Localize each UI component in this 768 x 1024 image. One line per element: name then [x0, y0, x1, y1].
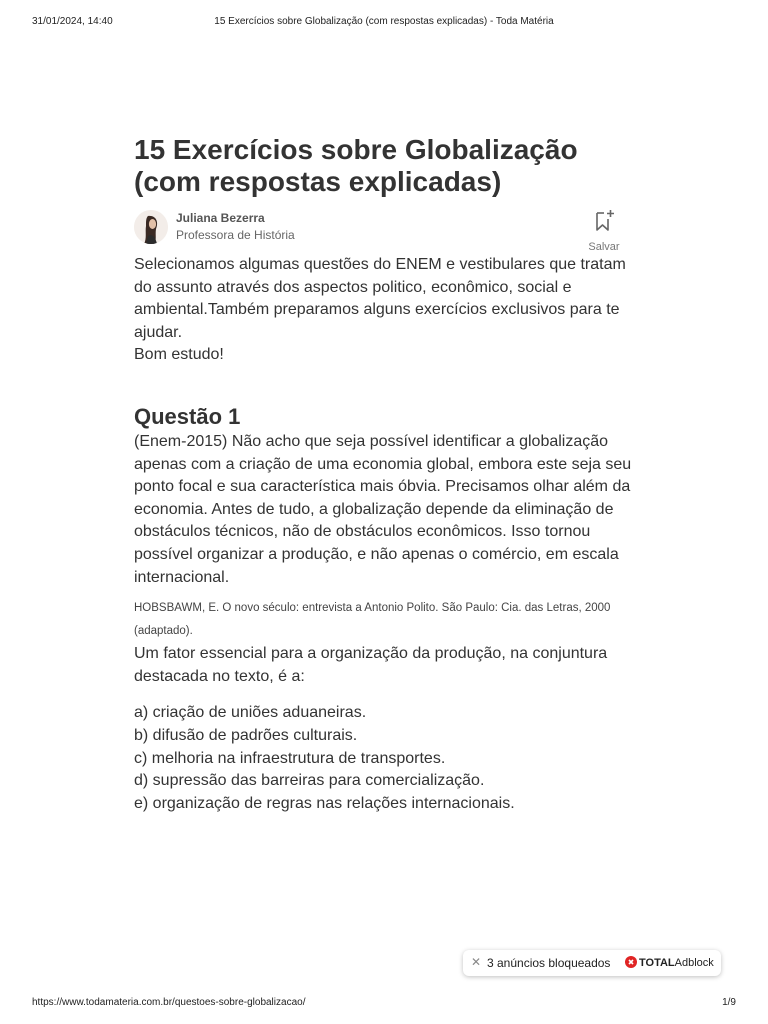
print-datetime: 31/01/2024, 14:40 [32, 16, 113, 27]
total-adblock-logo-icon [625, 956, 637, 968]
adblock-brand[interactable] [625, 956, 714, 969]
answer-option-e: e) organização de regras nas relações internacionais. [134, 794, 515, 812]
adblock-count: 3 anúncios bloqueados [487, 956, 611, 970]
answer-option-c: c) melhoria na infraestrutura de transportes. [134, 749, 446, 767]
adblock-brand-rest: Adblock [674, 957, 714, 969]
answer-option-b: b) difusão de padrões culturais. [134, 726, 358, 744]
print-url: https://www.todamateria.com.br/questoes-sobre-globalizacao/ [32, 997, 306, 1008]
question-heading: Questão 1 [134, 403, 241, 429]
answer-options [134, 702, 634, 815]
author-row [134, 210, 634, 254]
print-footer [32, 997, 736, 1011]
author-name[interactable]: Juliana Bezerra [176, 211, 265, 225]
author-role: Professora de História [176, 228, 295, 242]
save-label: Salvar [588, 241, 620, 253]
answer-option-d: d) supressão das barreiras para comercialização. [134, 772, 485, 790]
intro-paragraph: Selecionamos algumas questões do ENEM e vestibulares que tratam do assunto através dos aspectos politico, econômico, social e ambiental.Também preparamos alguns exercícios exclusivos para te ajudar. [134, 256, 626, 341]
question-prompt: Um fator essencial para a organização da produção, na conjuntura destacada no texto, é a: [134, 645, 608, 685]
print-page-number: 1/9 [722, 997, 736, 1008]
article [134, 134, 634, 815]
question-text: (Enem-2015) Não acho que seja possível identificar a globalização apenas com a criação de uma economia global, embora este seja seu ponto focal e sua característica mais óbvia. Precisamos olhar além da economia. Antes de tudo, a globalização depende da eliminação de obstáculos técnicos, não de obstáculos econômicos. Isso tornou possível organizar a produção, e não apenas o comércio, em escala internacional. [134, 432, 632, 586]
question-source: HOBSBAWM, E. O novo século: entrevista a Antonio Polito. São Paulo: Cia. das Letras, 2000 (adaptado). [134, 602, 611, 638]
adblock-notice [463, 950, 721, 976]
print-header [32, 16, 736, 30]
page-title: 15 Exercícios sobre Globalização (com respostas explicadas) [134, 134, 578, 197]
close-icon[interactable]: ✕ [471, 955, 482, 969]
adblock-brand-bold: TOTAL [639, 957, 675, 969]
save-button[interactable] [582, 208, 626, 252]
answer-option-a: a) criação de uniões aduaneiras. [134, 704, 367, 722]
closing-paragraph: Bom estudo! [134, 346, 224, 364]
print-doc-title: 15 Exercícios sobre Globalização (com respostas explicadas) - Toda Matéria [214, 16, 554, 27]
avatar[interactable] [134, 210, 168, 244]
bookmark-add-icon [592, 221, 616, 238]
